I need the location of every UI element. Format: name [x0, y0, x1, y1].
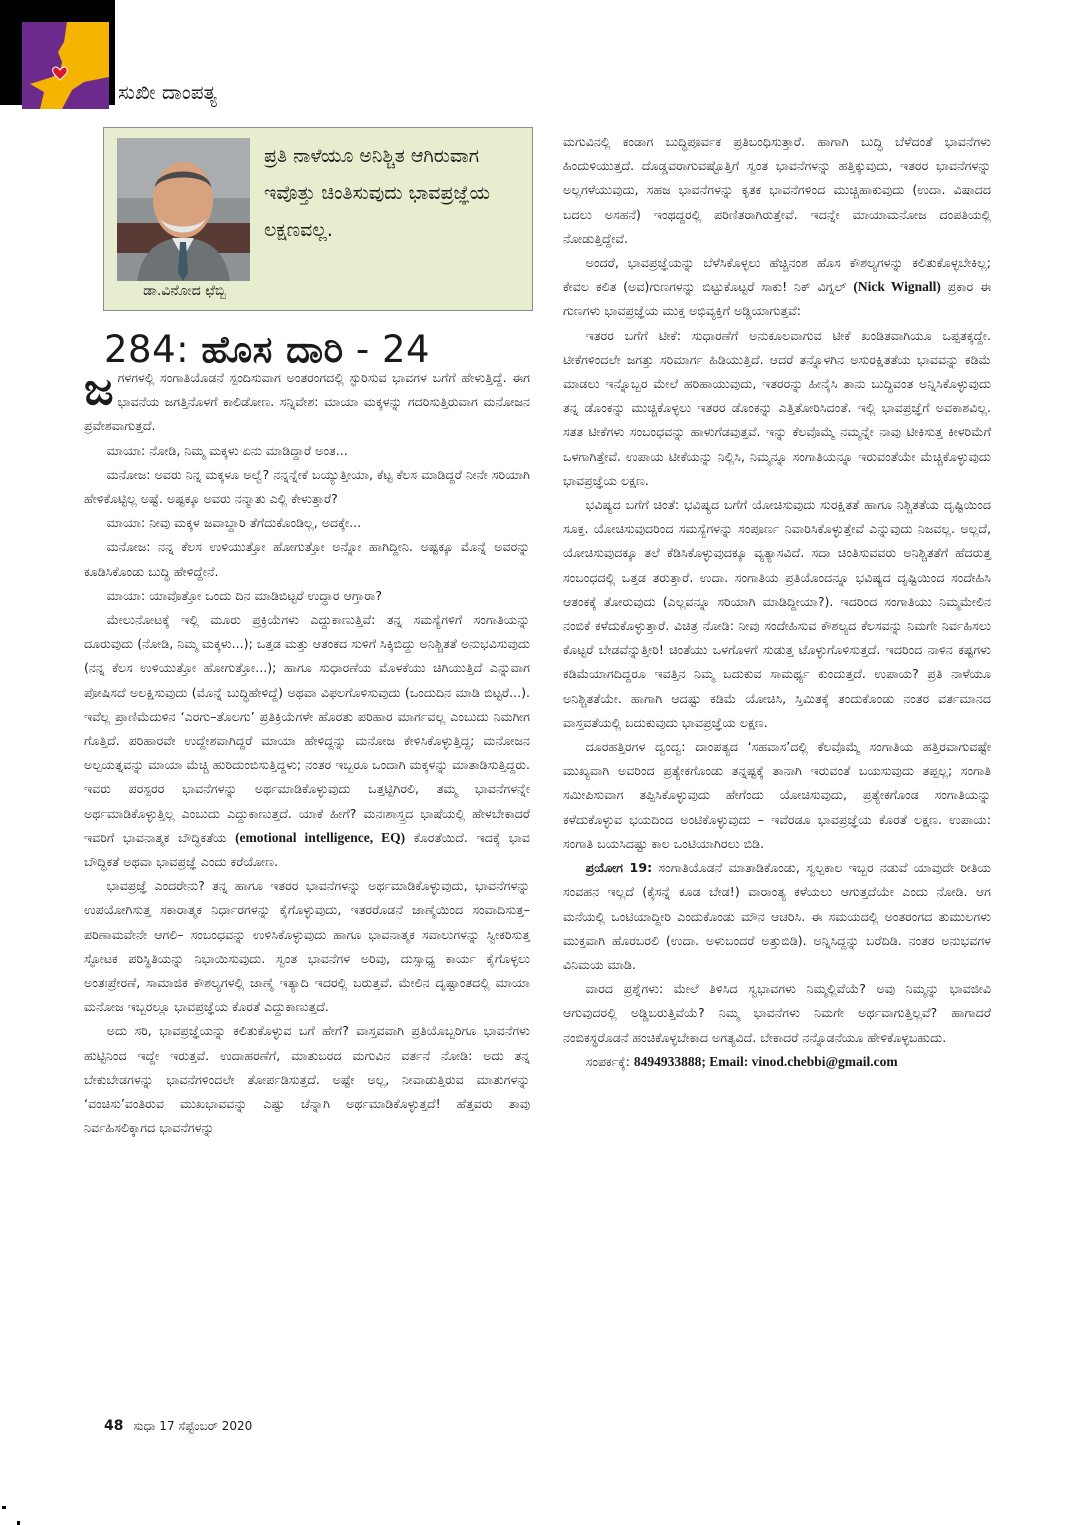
crop-mark [2, 1506, 6, 1509]
contact-label: ಸಂಪರ್ಕಕ್ಕೆ: [585, 1053, 630, 1069]
paragraph: ಅದು ಸರಿ, ಭಾವಪ್ರಜ್ಞೆಯನ್ನು ಕಲಿತುಕೊಳ್ಳುವ ಬಗೆ ಹೇಗೆ? ವಾಸ್ತವವಾಗಿ ಪ್ರತಿಯೊಬ್ಬರಿಗೂ ಭಾವನೆಗಳು ಹುಟ್ಟಿನಿಂದ ಇದ್ದೇ ಇರುತ್ತವೆ. ಉದಾಹರಣೆಗೆ, ಮಾತುಬರದ ಮಗುವಿನ ವರ್ತನೆ ನೋಡಿ: ಅದು ತನ್ನ ಬೇಕುಬೇಡಗಳನ್ನು ಭಾವನೆಗಳಿಂದಲೇ ತೋರ್ಪಡಿಸುತ್ತದೆ. ಅಷ್ಟೇ ಅಲ್ಲ, ನೀವಾಡುತ್ತಿರುವ ಮಾತುಗಳನ್ನು ‘ವಂಚಿಸು’ವಂತಿರುವ ಮುಖಭಾವವನ್ನು ಎಷ್ಟು ಚೆನ್ನಾಗಿ ಅರ್ಥಮಾಡಿಕೊಳ್ಳುತ್ತದೆ! ಹೆತ್ತವರು ತಾವು ನಿರ್ವಹಿಸಲಿಕ್ಕಾಗದ ಭಾವನೆಗಳನ್ನು [84, 1023, 530, 1136]
contact-value: 8494933888; Email: vinod.chebbi@gmail.com [633, 1053, 898, 1069]
author-name: ಡಾ.ವಿನೋದ ಛೆಬ್ಬಿ [143, 283, 226, 299]
article-column-right [563, 130, 991, 1074]
page-number: 48 [104, 1418, 124, 1434]
author-photo [117, 138, 250, 281]
contact-line [563, 1050, 991, 1074]
paragraph: ವಾರದ ಪ್ರಶ್ನೆಗಳು: ಮೇಲೆ ತಿಳಿಸಿದ ಸ್ವಭಾವಗಳು ನಿಮ್ಮಲ್ಲಿವೆಯೆ? ಅವು ನಿಮ್ಮನ್ನು ಭಾವಜೀವಿ ಆಗುವುದರಲ್ಲಿ ಅಡ್ಡಿಬರುತ್ತಿವೆಯೆ? ನಿಮ್ಮ ಭಾವನೆಗಳು ನಿಮಗೇ ಅರ್ಥವಾಗುತ್ತಿಲ್ಲವೆ? ಹಾಗಾದರೆ ನಂಬಿಕಸ್ಥರೊಡನೆ ಹಂಚಿಕೊಳ್ಳಬೇಕಾದ ಅಗತ್ಯವಿದೆ. ಬೇಕಾದರೆ ನನ್ನೊಡನೆಯೂ ಹೇಳಿಕೊಳ್ಳಬಹುದು. [563, 981, 991, 1045]
eq-term: (emotional intelligence, EQ) [235, 829, 406, 845]
magazine-date: ಸುಧಾ 17 ಸೆಪ್ಟೆಂಬರ್ 2020 [133, 1419, 253, 1433]
paragraph: ಮೇಲುನೋಟಕ್ಕೆ ಇಲ್ಲಿ ಮೂರು ಪ್ರಕ್ರಿಯೆಗಳು ಎದ್ದುಕಾಣುತ್ತಿವೆ: ತನ್ನ ಸಮಸ್ಯೆಗಳಿಗೆ ಸಂಗಾತಿಯನ್ನು ದೂರುವುದು (ನೋಡಿ, ನಿಮ್ಮ ಮಕ್ಕಳು...); ಒತ್ತಡ ಮತ್ತು ಆತಂಕದ ಸುಳಿಗೆ ಸಿಕ್ಕಿಬಿದ್ದು ಅನಿಶ್ಚಿತತೆ ಅನುಭವಿಸುವುದು (ನನ್ನ ಕೆಲಸ ಉಳಿಯುತ್ತೋ ಹೋಗುತ್ತೋ...); ಹಾಗೂ ಸುಧಾರಣೆಯ ಮೊಳಕೆಯು ಚಿಗಿಯುತ್ತಿದೆ ಎನ್ನುವಾಗ ಪೋಷಿಸದೆ ಅಲಕ್ಷಿಸುವುದು (ಮೊನ್ನೆ ಬುದ್ಧಿಹೇಳಿದ್ದೆ) ಅಥವಾ ವಿಫಲಗೊಳಿಸುವುದು (ಒಂದುದಿನ ಮಾಡಿ ಬಿಟ್ಟರೆ...). ಇವೆಲ್ಲ ಪ್ರಾಣಿಮೆದುಳಿನ ‘ಎರಗು–ತೊಲಗು’ ಪ್ರತಿಕ್ರಿಯೆಗಳೇ ಹೊರತು ಪರಿಹಾರ ಮಾರ್ಗವಲ್ಲ ಎಂಬುದು ನಿಮಗೀಗ ಗೊತ್ತಿದೆ. ಪರಿಹಾರವೇ ಉದ್ದೇಶವಾಗಿದ್ದರೆ ಮಾಯಾ ಹೇಳಿದ್ದನ್ನು ಮನೋಜ ಕೇಳಿಸಿಕೊಳ್ಳುತ್ತಿದ್ದ; ಮನೋಜನ ಅಲ್ಪಯತ್ನವನ್ನು ಮಾಯಾ ಮೆಚ್ಚಿ ಹುರಿದುಂಬಿಸುತ್ತಿದ್ದಳು; ನಂತರ ಇಬ್ಬರೂ ಒಂದಾಗಿ ಮಕ್ಕಳನ್ನು ಮಾತಾಡಿಸುತ್ತಿದ್ದರು. ಇವರು ಪರಸ್ಪರರ ಭಾವನೆಗಳನ್ನು ಅರ್ಥಮಾಡಿಕೊಳ್ಳುವುದು ಒತ್ತಟ್ಟಿಗಿರಲಿ, ತಮ್ಮ ಭಾವನೆಗಳನ್ನೇ ಅರ್ಥಮಾಡಿಕೊಳ್ಳುತ್ತಿಲ್ಲ ಎಂಬುದು ಎದ್ದುಕಾಣುತ್ತದೆ. ಯಾಕೆ ಹೀಗೆ? ಮನಃಶಾಸ್ತ್ರದ ಭಾಷೆಯಲ್ಲಿ ಹೇಳಬೇಕಾದರೆ ಇವರಿಗೆ ಭಾವನಾತ್ಮಕ ಬೌದ್ಧಿಕತೆಯ (emotional intelligence, EQ) ಕೊರತೆಯಿದೆ. ಇದಕ್ಕೆ ಭಾವ ಬೌದ್ಧಿಕತೆ ಅಥವಾ ಭಾವಪ್ರಜ್ಞೆ ಎಂದು ಕರೆಯೋಣ. [84, 612, 530, 870]
paragraph: ಮನೋಜ: ಅವರು ನಿನ್ನ ಮಕ್ಕಳೂ ಅಲ್ವೆ? ನನ್ನನ್ನೇಕೆ ಬಯ್ಯುತ್ತೀಯಾ, ಕೆಟ್ಟ ಕೆಲಸ ಮಾಡಿದ್ದರೆ ನೀನೇ ಸರಿಯಾಗಿ ಹೇಳಿಕೊಟ್ಟಿಲ್ಲ ಅಷ್ಟೆ. ಅಷ್ಟಕ್ಕೂ ಅವರು ನನ್ಮಾತು ಎಲ್ಲಿ ಕೇಳುತ್ತಾರೆ? [84, 466, 530, 507]
paragraph: ಜಗಳಗಳಲ್ಲಿ ಸಂಗಾತಿಯೊಡನೆ ಸ್ಪಂದಿಸುವಾಗ ಅಂತರಂಗದಲ್ಲಿ ಸ್ಫುರಿಸುವ ಭಾವಗಳ ಬಗೆಗೆ ಹೇಳುತ್ತಿದ್ದೆ. ಈಗ ಭಾವನೆಯ ಜಗತ್ತಿನೊಳಗೆ ಕಾಲಿಡೋಣ. ಸನ್ನಿವೇಶ: ಮಾಯಾ ಮಕ್ಕಳನ್ನು ಗದರಿಸುತ್ತಿರುವಾಗ ಮನೋಜನ ಪ್ರವೇಶವಾಗುತ್ತದೆ. [84, 364, 530, 434]
paragraph: ಮಗುವಿನಲ್ಲಿ ಕಂಡಾಗ ಬುದ್ಧಿಪೂರ್ವಕ ಪ್ರತಿಬಂಧಿಸುತ್ತಾರೆ. ಹಾಗಾಗಿ ಬುದ್ಧಿ ಬೆಳೆದಂತೆ ಭಾವನೆಗಳು ಹಿಂದುಳಿಯುತ್ತದೆ. ದೊಡ್ಡವರಾಗುವಷ್ಟೊತ್ತಿಗೆ ಸ್ವಂತ ಭಾವನೆಗಳನ್ನು ಹತ್ತಿಕ್ಕುವುದು, ಇತರರ ಭಾವನೆಗಳನ್ನು ಅಲ್ಲಗಳೆಯುವುದು, ಸಹಜ ಭಾವನೆಗಳನ್ನು ಕೃತಕ ಭಾವನೆಗಳಿಂದ ಮುಚ್ಚಿಹಾಕುವುದು (ಉದಾ. ವಿಷಾದದ ಬದಲು ಅಸಹನೆ) ಇಂಥದ್ದರಲ್ಲಿ ಪರಿಣಿತರಾಗಿರುತ್ತೇವೆ. ಇದನ್ನೇ ಮಾಯಾಮನೋಜ ದಂಪತಿಯಲ್ಲಿ ನೋಡುತ್ತಿದ್ದೇವೆ. [563, 134, 991, 246]
dropcap: ಜ [84, 364, 114, 415]
nick-wignall-term: (Nick Wignall) [853, 279, 941, 295]
experiment-label: ಪ್ರಯೋಗ 19: [585, 860, 653, 876]
title-suffix: - 24 [355, 328, 431, 371]
title-text: ಹೊಸ ದಾರಿ [201, 328, 344, 371]
paragraph: ದೂರಹತ್ತಿರಗಳ ದ್ವಂದ್ವ: ದಾಂಪತ್ಯದ ‘ಸಹವಾಸ’ದಲ್ಲಿ ಕೆಲವೊಮ್ಮೆ ಸಂಗಾತಿಯ ಹತ್ತಿರವಾಗುವಷ್ಟೇ ಮುಖ್ಯವಾಗಿ ಅವರಿಂದ ಪ್ರತ್ಯೇಕಗೊಂಡು ತನ್ನಷ್ಟಕ್ಕೆ ತಾನಾಗಿ ಇರುವಂತೆ ಬಯಸುವುದು ತಪ್ಪಲ್ಲ; ಸಂಗಾತಿ ಸಮೀಪಿಸುವಾಗ ತಪ್ಪಿಸಿಕೊಳ್ಳುವುದು ಹೇಗೆಂದು ಯೋಚಿಸುವುದು, ಪ್ರತ್ಯೇಕಗೊಂಡ ಸಂಗಾತಿಯನ್ನು ಕಳೆದುಕೊಳ್ಳುವ ಭಯದಿಂದ ಅಂಟಿಕೊಳ್ಳುವುದು – ಇವೆರಡೂ ಭಾವಪ್ರಜ್ಞೆಯ ಕೊರತೆ ಲಕ್ಷಣ. ಉಪಾಯ: ಸಂಗಾತಿ ಬಯಸಿದಷ್ಟು ಕಾಲ ಒಂಟಿಯಾಗಿರಲು ಬಿಡಿ. [563, 739, 991, 851]
pull-quote-text: ಪ್ರತಿ ನಾಳೆಯೂ ಅನಿಶ್ಚಿತ ಆಗಿರುವಾಗ ಇವೊತ್ತು ಚಿಂತಿಸುವುದು ಭಾವಪ್ರಜ್ಞೆಯ ಲಕ್ಷಣವಲ್ಲ. [264, 145, 491, 241]
paragraph: ಮಾಯಾ: ಯಾವೊತ್ತೋ ಒಂದು ದಿನ ಮಾಡಿಬಿಟ್ಟರೆ ಉದ್ಧಾರ ಆಗ್ತಾರಾ? [106, 587, 383, 603]
paragraph: ಇತರರ ಬಗೆಗೆ ಟೀಕೆ: ಸುಧಾರಣೆಗೆ ಅನುಕೂಲವಾಗುವ ಟೀಕೆ ಖಂಡಿತವಾಗಿಯೂ ಒಪ್ಪತಕ್ಕದ್ದೇ. ಟೀಕೆಗಳಿಂದಲೇ ಜಗತ್ತು ಸರಿಮಾರ್ಗ ಹಿಡಿಯುತ್ತಿದೆ. ಆದರೆ ತನ್ನೊಳಗಿನ ಅಸುರಕ್ಷಿತತೆಯ ಭಾವವನ್ನು ಕಡಿಮೆ ಮಾಡಲು ಇನ್ನೊಬ್ಬರ ಮೇಲೆ ಹರಿಹಾಯುವುದು, ಇತರರನ್ನು ಹೀನೈಸಿ ತಾನು ಬುದ್ಧಿವಂತ ಅನ್ನಿಸಿಕೊಳ್ಳುವುದು ತನ್ನ ಡೊಂಕನ್ನು ಮುಚ್ಚಿಕೊಳ್ಳಲು ಇತರರ ಡೊಂಕನ್ನು ಎತ್ತಿತೋರಿಸಿದಂತೆ. ಇಲ್ಲಿ ಭಾವಪ್ರಜ್ಞೆಗೆ ಅವಕಾಶವಿಲ್ಲ. ಸತತ ಟೀಕೆಗಳು ಸಂಬಂಧವನ್ನು ಹಾಳುಗೆಡವುತ್ತವೆ. ಇನ್ನು ಕೆಲವೊಮ್ಮೆ ನಮ್ಮನ್ನೇ ನಾವು ಟೀಕಿಸುತ್ತ ಕೀಳರಿಮೆಗೆ ಒಳಗಾಗಿತ್ತೇವೆ. ಉಪಾಯ ಟೀಕೆಯನ್ನು ನಿಲ್ಲಿಸಿ, ನಿಮ್ಮನ್ನೂ ಸಂಗಾತಿಯನ್ನೂ ಇರುವಂತೆಯೇ ಮೆಚ್ಚಿಕೊಳ್ಳುವುದು ಭಾವಪ್ರಜ್ಞೆಯ ಲಕ್ಷಣ. [563, 327, 991, 488]
couple-heart-logo-icon [22, 22, 109, 109]
paragraph: ಮನೋಜ: ನನ್ನ ಕೆಲಸ ಉಳಿಯುತ್ತೋ ಹೋಗುತ್ತೋ ಅನ್ನೋ ಹಾಗಿದ್ದೀನಿ. ಅಷ್ಟಕ್ಕೂ ಮೊನ್ನೆ ಅವರನ್ನು ಕೂಡಿಸಿಕೊಂಡು ಬುದ್ಧಿ ಹೇಳಿದ್ದೇನೆ. [84, 539, 530, 579]
paragraph: ಭಾವಪ್ರಜ್ಞೆ ಎಂದರೇನು? ತನ್ನ ಹಾಗೂ ಇತರರ ಭಾವನೆಗಳನ್ನು ಅರ್ಥಮಾಡಿಕೊಳ್ಳುವುದು, ಭಾವನೆಗಳನ್ನು ಉಪಯೋಗಿಸುತ್ತ ಸಕಾರಾತ್ಮಕ ನಿರ್ಧಾರಗಳನ್ನು ಕೈಗೊಳ್ಳುವುದು, ಇತರರೊಡನೆ ಜಾಣ್ಮೆಯಿಂದ ಸಂವಾದಿಸುತ್ತ– ಪರಿಣಾಮವೇನೇ ಆಗಲಿ– ಸಂಬಂಧವನ್ನು ಉಳಿಸಿಕೊಳ್ಳುವುದು ಹಾಗೂ ಭಾವನಾತ್ಮಕ ಸವಾಲುಗಳನ್ನು ಸ್ವೀಕರಿಸುತ್ತ ಸ್ಫೋಟಕ ಪರಿಸ್ಥಿತಿಯನ್ನು ನಿಭಾಯಿಸುವುದು. ಸ್ವಂತ ಭಾವನೆಗಳ ಅರಿವು, ದುಸ್ಸಾಧ್ಯ ಕಾರ್ಯ ಕೈಗೊಳ್ಳಲು ಅಂತಃಪ್ರೇರಣೆ, ಸಾಮಾಜಿಕ ಕೌಶಲ್ಯಗಳಲ್ಲಿ ಜಾಣ್ಮೆ ಇತ್ಯಾದಿ ಇದರಲ್ಲಿ ಬರುತ್ತವೆ. ಮೇಲಿನ ದೃಷ್ಟಾಂತದಲ್ಲಿ ಮಾಯಾ ಮನೋಜ ಇಬ್ಬರಲ್ಲೂ ಭಾವಪ್ರಜ್ಞೆಯ ಕೊರತೆ ಎದ್ದುಕಾಣುತ್ತದೆ. [84, 878, 530, 1015]
article-column-left [84, 366, 530, 1141]
page-footer [104, 1418, 252, 1434]
paragraph: ಅಂದರೆ, ಭಾವಪ್ರಜ್ಞೆಯನ್ನು ಬೆಳೆಸಿಕೊಳ್ಳಲು ಹೆಚ್ಚಿನಂಶ ಹೊಸ ಕೌಶಲ್ಯಗಳನ್ನು ಕಲಿತುಕೊಳ್ಳಬೇಕಿಲ್ಲ; ಕೇವಲ ಕಲಿತ (ಅವ)ಗುಣಗಳನ್ನು ಬಿಟ್ಟುಕೊಟ್ಟರೆ ಸಾಕು! ನಿಕ್ ವಿಗ್ನಲ್ (Nick Wignall) ಪ್ರಕಾರ ಈ ಗುಣಗಳು ಭಾವಪ್ರಜ್ಞೆಯ ಮುಕ್ತ ಅಭಿವ್ಯಕ್ತಿಗೆ ಅಡ್ಡಿಯಾಗುತ್ತವೆ: [563, 255, 991, 319]
crop-mark [17, 1521, 20, 1525]
paragraph: ಮಾಯಾ: ನೋಡಿ, ನಿಮ್ಮ ಮಕ್ಕಳು ಏನು ಮಾಡಿದ್ದಾರೆ ಅಂತ... [106, 442, 348, 458]
paragraph: ಮಾಯಾ: ನೀವು ಮಕ್ಕಳ ಜವಾಬ್ದಾರಿ ತೆಗೆದುಕೊಂಡಿಲ್ಲ, ಅದಕ್ಕೇ... [106, 515, 362, 531]
pull-quote-box [103, 127, 533, 311]
title-number: 284: [104, 328, 190, 371]
paragraph: ಪ್ರಯೋಗ 19: ಸಂಗಾತಿಯೊಡನೆ ಮಾತಾಡಿಕೊಂಡು, ಸ್ವಲ್ಪಕಾಲ ಇಬ್ಬರ ನಡುವೆ ಯಾವುದೇ ರೀತಿಯ ಸಂವಹನ ಇಲ್ಲದೆ (ಕೈಸನ್ನೆ ಕೂಡ ಬೇಡ!) ವಾರಾಂತ್ಯ ಕಳೆಯಲು ಆಗುತ್ತದೆಯೇ ಎಂದು ನೋಡಿ. ಆಗ ಮನೆಯಲ್ಲಿ ಒಂಟಿಯಾದ್ದೀರಿ ಎಂದುಕೊಂಡು ಮೌನ ಆಚರಿಸಿ. ಈ ಸಮಯದಲ್ಲಿ ಅಂತರಂಗದ ತುಮುಲಗಳು ಮುಕ್ತವಾಗಿ ಹೊರಬರಲಿ (ಉದಾ. ಅಳುಬಂದರೆ ಅತ್ತುಬಿಡಿ). ಅನ್ನಿಸಿದ್ದನ್ನು ಬರೆದಿಡಿ. ನಂತರ ಅನುಭವಗಳ ವಿನಿಮಯ ಮಾಡಿ. [563, 860, 991, 972]
section-name: ಸುಖೀ ದಾಂಪತ್ಯ [118, 80, 217, 104]
paragraph: ಭವಿಷ್ಯದ ಬಗೆಗೆ ಚಿಂತೆ: ಭವಿಷ್ಯದ ಬಗೆಗೆ ಯೋಚಿಸುವುದು ಸುರಕ್ಷಿತತೆ ಹಾಗೂ ನಿಶ್ಚಿತತೆಯ ದೃಷ್ಟಿಯಿಂದ ಸೂಕ್ತ. ಯೋಚಿಸುವುದರಿಂದ ಸಮಸ್ಯೆಗಳನ್ನು ಸಂಪೂರ್ಣ ನಿವಾರಿಸಿಕೊಳ್ಳುತ್ತೇವೆ ಎನ್ನುವುದು ನಿಜವಲ್ಲ. ಅಲ್ಲದೆ, ಯೋಚಿಸುವುದಕ್ಕೂ ತಲೆ ಕೆಡಿಸಿಕೊಳ್ಳುವುದಕ್ಕೂ ವ್ಯತ್ಯಾಸವಿದೆ. ಸದಾ ಚಿಂತಿಸುವವರು ಅನಿಶ್ಚಿತತೆಗೆ ಹೆದರುತ್ತ ಸಂಬಂಧದಲ್ಲಿ ಒತ್ತಡ ತರುತ್ತಾರೆ. ಉದಾ. ಸಂಗಾತಿಯ ಪ್ರತಿಯೊಂದನ್ನೂ ಭವಿಷ್ಯದ ದೃಷ್ಟಿಯಿಂದ ಸಂದೇಹಿಸಿ ಆತಂಕಕ್ಕೆ ತೋರುವುದು (ಎಲ್ಲವನ್ನೂ ಸರಿಯಾಗಿ ಮಾಡಿದ್ದೀಯಾ?). ಇದರಿಂದ ಸಂಗಾತಿಯು ನಿಮ್ಮಮೇಲಿನ ನಂಬಿಕೆ ಕಳೆದುಕೊಳ್ಳುತ್ತಾರೆ. ವಿಚಿತ್ರ ನೋಡಿ: ನೀವು ಸಂದೇಹಿಸುವ ಕೌಶಲ್ಯದ ಕೆಲಸವನ್ನು ನಿಮಗೇ ನಿರ್ವಹಿಸಲು ಕೊಟ್ಟರೆ ಬೇಡವೆನ್ನುತ್ತೀರಿ! ಚಿಂತೆಯು ಒಳಗೊಳಗೆ ಸುಡುತ್ತ ಟೊಳ್ಳುಗೊಳಿಸುತ್ತದೆ. ಇದರಿಂದ ನಾಳಿನ ಕಷ್ಟಗಳು ಕಡಿಮೆಯಾಗದಿದ್ದರೂ ಇವತ್ತಿನ ನಿಮ್ಮ ಬದುಕುವ ಸಾಮರ್ಥ್ಯ ಕುಂದುತ್ತದೆ. ಉಪಾಯ? ಪ್ರತಿ ನಾಳೆಯೂ ಅನಿಶ್ಚಿತತೆಯೇ. ಹಾಗಾಗಿ ಆದಷ್ಟು ಕಡಿಮೆ ಯೋಚಿಸಿ, ಸ್ತಿಮಿತಕ್ಕೆ ತಂದುಕೊಂಡು ನಂತರ ವರ್ತಮಾನದ ವಾಸ್ತವತೆಯಲ್ಲಿ ಬದುಕುವುದು ಭಾವಪ್ರಜ್ಞೆಯ ಲಕ್ಷಣ. [563, 497, 991, 730]
